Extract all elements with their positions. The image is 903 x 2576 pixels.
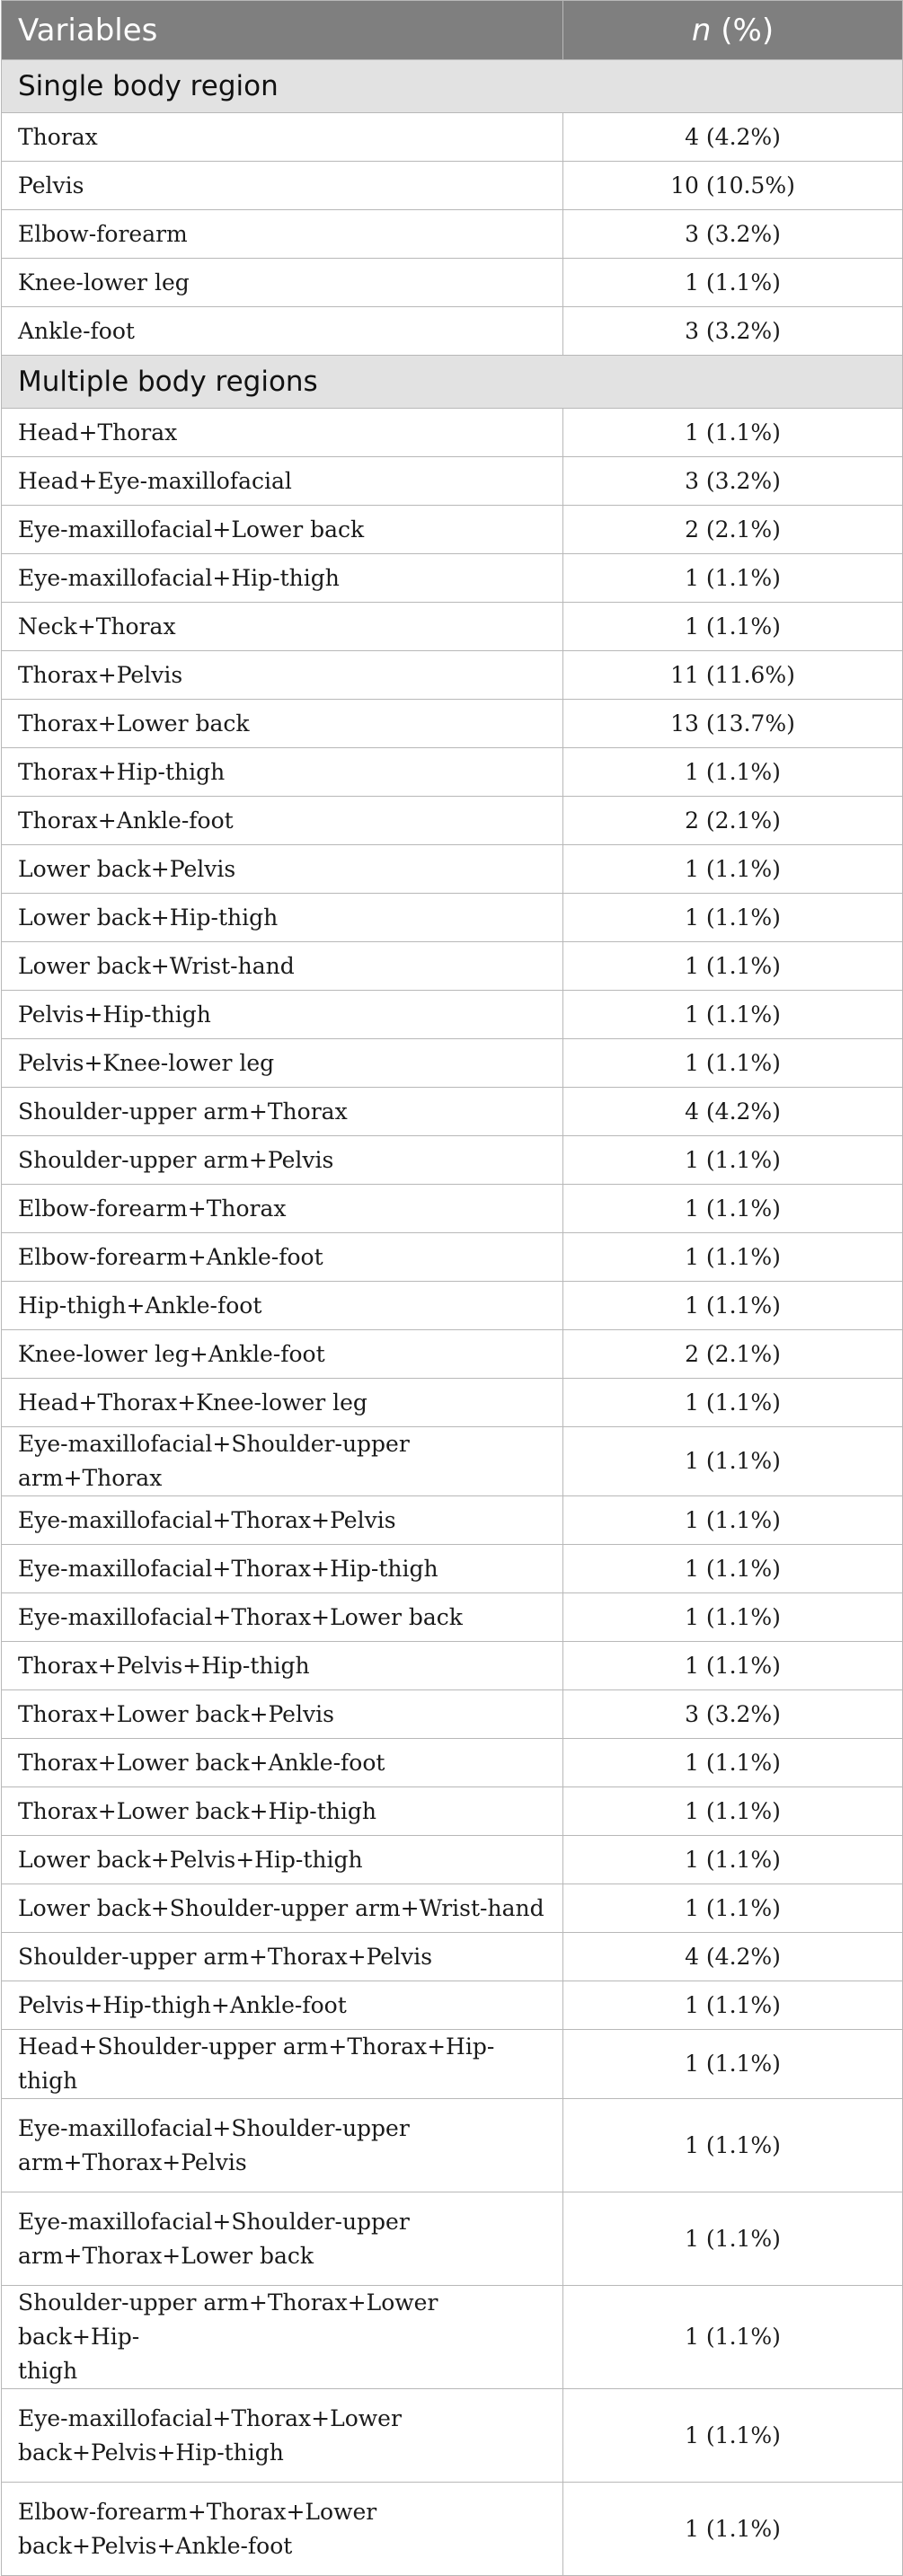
table-row	[2, 1593, 903, 1642]
variable-line: Eye-maxillofacial+Shoulder-upper	[18, 2114, 410, 2141]
count-percent-cell: 1 (1.1%)	[563, 409, 903, 457]
table-row	[2, 700, 903, 748]
variable-cell: Eye-maxillofacial+Thorax+Hip-thigh	[2, 1545, 563, 1593]
variable-cell: Lower back+Hip-thigh	[2, 894, 563, 942]
table-row	[2, 651, 903, 700]
variable-cell: Head+Thorax	[2, 409, 563, 457]
count-percent-cell: 1 (1.1%)	[563, 1233, 903, 1282]
table-row	[2, 1884, 903, 1933]
variable-cell	[2, 2389, 563, 2483]
count-percent-cell: 1 (1.1%)	[563, 942, 903, 991]
variable-cell: Shoulder-upper arm+Thorax+Pelvis	[2, 1933, 563, 1981]
header-variables: Variables	[2, 1, 563, 60]
count-percent-cell: 1 (1.1%)	[563, 259, 903, 307]
variable-line: arm+Thorax+Pelvis	[18, 2148, 247, 2175]
variable-cell	[2, 2286, 563, 2389]
count-percent-cell: 1 (1.1%)	[563, 2030, 903, 2099]
variable-line: Eye-maxillofacial+Thorax+Lower	[18, 2404, 402, 2431]
variable-cell: Head+Thorax+Knee-lower leg	[2, 1379, 563, 1427]
table-row	[2, 1233, 903, 1282]
variable-cell: Lower back+Shoulder-upper arm+Wrist-hand	[2, 1884, 563, 1933]
variable-cell: Thorax+Hip-thigh	[2, 748, 563, 797]
table-row	[2, 2099, 903, 2192]
table-row	[2, 1836, 903, 1884]
table-row	[2, 1427, 903, 1496]
count-percent-cell: 3 (3.2%)	[563, 1690, 903, 1739]
variable-cell: Thorax+Lower back+Ankle-foot	[2, 1739, 563, 1787]
variable-cell: Ankle-foot	[2, 307, 563, 356]
count-percent-cell: 1 (1.1%)	[563, 1136, 903, 1185]
variable-cell: Pelvis+Knee-lower leg	[2, 1039, 563, 1088]
table-row	[2, 894, 903, 942]
table-row	[2, 2030, 903, 2099]
variable-cell: Shoulder-upper arm+Thorax	[2, 1088, 563, 1136]
variable-cell: Lower back+Pelvis+Hip-thigh	[2, 1836, 563, 1884]
variable-cell: Thorax+Pelvis+Hip-thigh	[2, 1642, 563, 1690]
table-row	[2, 554, 903, 603]
count-percent-cell: 2 (2.1%)	[563, 797, 903, 845]
variable-cell: Thorax+Lower back+Hip-thigh	[2, 1787, 563, 1836]
table-row	[2, 1690, 903, 1739]
table-row	[2, 506, 903, 554]
variable-cell: Eye-maxillofacial+Thorax+Pelvis	[2, 1496, 563, 1545]
count-percent-cell: 1 (1.1%)	[563, 1884, 903, 1933]
variable-cell: Eye-maxillofacial+Lower back	[2, 506, 563, 554]
count-percent-cell: 3 (3.2%)	[563, 457, 903, 506]
variable-cell: Hip-thigh+Ankle-foot	[2, 1282, 563, 1330]
variable-cell: Head+Shoulder-upper arm+Thorax+Hip-thigh	[2, 2030, 563, 2099]
body-region-table	[1, 0, 903, 2576]
count-percent-cell: 1 (1.1%)	[563, 1787, 903, 1836]
variable-cell: Thorax+Lower back	[2, 700, 563, 748]
table-row	[2, 1739, 903, 1787]
variable-cell: Eye-maxillofacial+Thorax+Lower back	[2, 1593, 563, 1642]
count-percent-cell: 1 (1.1%)	[563, 1981, 903, 2030]
variable-line: Eye-maxillofacial+Shoulder-upper	[18, 2208, 410, 2235]
count-percent-cell: 1 (1.1%)	[563, 1282, 903, 1330]
table-row	[2, 1039, 903, 1088]
table-row	[2, 845, 903, 894]
variable-cell: Pelvis+Hip-thigh+Ankle-foot	[2, 1981, 563, 2030]
count-percent-cell: 1 (1.1%)	[563, 991, 903, 1039]
table-row	[2, 2192, 903, 2286]
section-row	[2, 356, 903, 409]
count-percent-cell: 1 (1.1%)	[563, 1642, 903, 1690]
count-percent-cell: 2 (2.1%)	[563, 1330, 903, 1379]
variable-cell: Lower back+Pelvis	[2, 845, 563, 894]
variable-cell: Thorax	[2, 113, 563, 162]
count-percent-cell: 1 (1.1%)	[563, 1739, 903, 1787]
variable-cell: Thorax+Ankle-foot	[2, 797, 563, 845]
table-row	[2, 797, 903, 845]
table-row	[2, 1545, 903, 1593]
variable-cell: Neck+Thorax	[2, 603, 563, 651]
variable-cell: Eye-maxillofacial+Shoulder-upper arm+Thorax	[2, 1427, 563, 1496]
table-row	[2, 113, 903, 162]
table-row	[2, 2286, 903, 2389]
count-percent-cell: 1 (1.1%)	[563, 1427, 903, 1496]
count-percent-cell: 11 (11.6%)	[563, 651, 903, 700]
count-percent-cell: 2 (2.1%)	[563, 506, 903, 554]
variable-cell	[2, 2099, 563, 2192]
variable-cell: Knee-lower leg+Ankle-foot	[2, 1330, 563, 1379]
variable-line: Shoulder-upper arm+Thorax+Lower back+Hip-	[18, 2289, 438, 2350]
table-row	[2, 307, 903, 356]
count-percent-cell: 1 (1.1%)	[563, 1185, 903, 1233]
count-percent-cell: 1 (1.1%)	[563, 1545, 903, 1593]
count-percent-cell: 1 (1.1%)	[563, 554, 903, 603]
count-percent-cell: 1 (1.1%)	[563, 2192, 903, 2286]
table-row	[2, 1185, 903, 1233]
table-row	[2, 1642, 903, 1690]
table-row	[2, 259, 903, 307]
count-percent-cell: 1 (1.1%)	[563, 845, 903, 894]
variable-line: Elbow-forearm+Thorax+Lower	[18, 2498, 377, 2525]
table-row	[2, 942, 903, 991]
count-percent-cell: 1 (1.1%)	[563, 1593, 903, 1642]
variable-cell: Shoulder-upper arm+Pelvis	[2, 1136, 563, 1185]
table-row	[2, 1933, 903, 1981]
count-percent-cell: 3 (3.2%)	[563, 307, 903, 356]
table-body	[2, 60, 903, 2576]
table-row	[2, 603, 903, 651]
count-percent-cell: 10 (10.5%)	[563, 162, 903, 210]
header-n-percent	[563, 1, 903, 60]
variable-cell: Thorax+Pelvis	[2, 651, 563, 700]
table-row	[2, 409, 903, 457]
table-row	[2, 1981, 903, 2030]
table-row	[2, 1496, 903, 1545]
table-row	[2, 210, 903, 259]
table-header-row	[2, 1, 903, 60]
header-percent: (%)	[711, 12, 775, 49]
count-percent-cell: 1 (1.1%)	[563, 2286, 903, 2389]
count-percent-cell: 1 (1.1%)	[563, 603, 903, 651]
variable-cell: Pelvis	[2, 162, 563, 210]
section-row	[2, 60, 903, 113]
table-row	[2, 1136, 903, 1185]
count-percent-cell: 4 (4.2%)	[563, 1933, 903, 1981]
table-row	[2, 1282, 903, 1330]
count-percent-cell: 1 (1.1%)	[563, 2483, 903, 2576]
count-percent-cell: 1 (1.1%)	[563, 1836, 903, 1884]
variable-cell: Head+Eye-maxillofacial	[2, 457, 563, 506]
count-percent-cell: 3 (3.2%)	[563, 210, 903, 259]
table-row	[2, 748, 903, 797]
variable-cell: Elbow-forearm+Ankle-foot	[2, 1233, 563, 1282]
variable-cell: Elbow-forearm+Thorax	[2, 1185, 563, 1233]
variable-line: arm+Thorax+Lower back	[18, 2242, 314, 2269]
variable-line: back+Pelvis+Hip-thigh	[18, 2439, 284, 2466]
variable-cell: Knee-lower leg	[2, 259, 563, 307]
count-percent-cell: 1 (1.1%)	[563, 2389, 903, 2483]
variable-line: thigh	[18, 2358, 78, 2384]
variable-cell: Pelvis+Hip-thigh	[2, 991, 563, 1039]
table-row	[2, 2483, 903, 2576]
variable-cell: Elbow-forearm	[2, 210, 563, 259]
table-row	[2, 1330, 903, 1379]
table-row	[2, 162, 903, 210]
variable-cell: Eye-maxillofacial+Hip-thigh	[2, 554, 563, 603]
table-row	[2, 1088, 903, 1136]
count-percent-cell: 1 (1.1%)	[563, 894, 903, 942]
table-row	[2, 457, 903, 506]
count-percent-cell: 1 (1.1%)	[563, 748, 903, 797]
table-row	[2, 2389, 903, 2483]
count-percent-cell: 1 (1.1%)	[563, 1039, 903, 1088]
variable-cell	[2, 2192, 563, 2286]
variable-line: back+Pelvis+Ankle-foot	[18, 2532, 293, 2559]
count-percent-cell: 4 (4.2%)	[563, 1088, 903, 1136]
section-title: Multiple body regions	[2, 356, 903, 409]
count-percent-cell: 4 (4.2%)	[563, 113, 903, 162]
table-row	[2, 991, 903, 1039]
count-percent-cell: 1 (1.1%)	[563, 2099, 903, 2192]
count-percent-cell: 1 (1.1%)	[563, 1496, 903, 1545]
count-percent-cell: 1 (1.1%)	[563, 1379, 903, 1427]
variable-cell: Thorax+Lower back+Pelvis	[2, 1690, 563, 1739]
count-percent-cell: 13 (13.7%)	[563, 700, 903, 748]
variable-cell	[2, 2483, 563, 2576]
variable-cell: Lower back+Wrist-hand	[2, 942, 563, 991]
header-n-symbol: n	[691, 12, 712, 49]
table-row	[2, 1379, 903, 1427]
table-row	[2, 1787, 903, 1836]
section-title: Single body region	[2, 60, 903, 113]
